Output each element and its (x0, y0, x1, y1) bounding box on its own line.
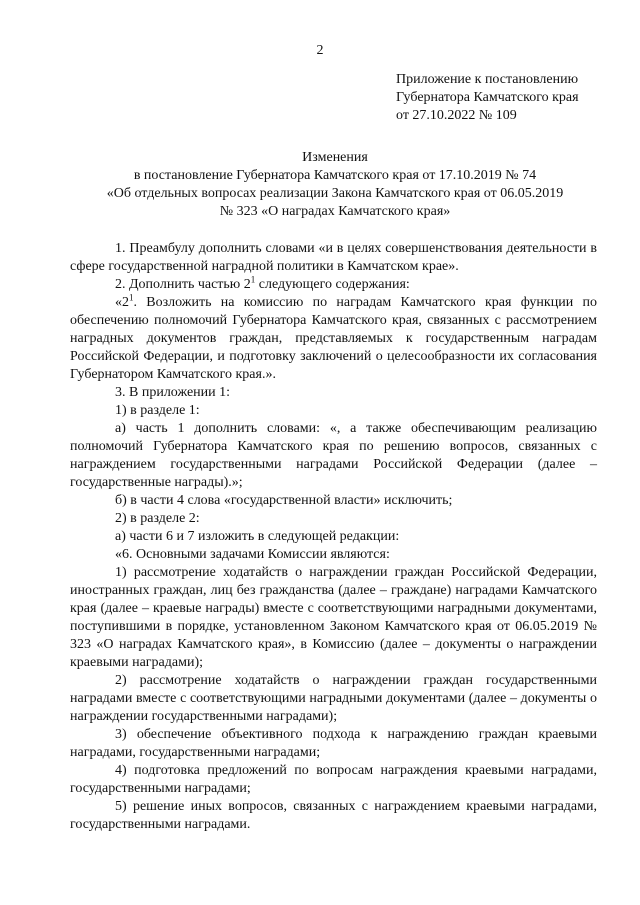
paragraph: 5) решение иных вопросов, связанных с награждением краевыми наградами, государственными наградами. (70, 799, 597, 832)
paragraph: а) части 6 и 7 изложить в следующей редакции: (115, 529, 400, 544)
title-line: в постановление Губернатора Камчатского края от 17.10.2019 № 74 (133, 168, 537, 183)
paragraph: 1) в разделе 1: (115, 403, 200, 418)
superscript: 1 (250, 274, 256, 285)
paragraph: 2) в разделе 2: (115, 511, 200, 526)
document-title (70, 149, 600, 221)
appendix-line: от 27.10.2022 № 109 (396, 108, 517, 123)
document-body (70, 240, 597, 834)
paragraph (70, 276, 597, 294)
paragraph: 4) подготовка предложений по вопросам награждения краевыми наградами, государственными наградами; (70, 763, 597, 796)
appendix-line: Приложение к постановлению (396, 72, 579, 87)
title-line: № 323 «О наградах Камчатского края» (219, 204, 451, 219)
paragraph: 2) рассмотрение ходатайств о награждении граждан государственными наградами вместе с соответствующими наградными документами (далее – документы о награждении государственными наградами); (70, 673, 597, 724)
paragraph-text: следующего содержания: (255, 277, 410, 292)
paragraph: 3. В приложении 1: (115, 385, 231, 400)
appendix-line: Губернатора Камчатского края (396, 90, 579, 105)
paragraph: 1. Преамбулу дополнить словами «и в целях совершенствования деятельности в сфере государственной наградной политики в Камчатском крае». (70, 241, 597, 274)
superscript: 1 (129, 292, 134, 303)
paragraph: 1) рассмотрение ходатайств о награждении граждан Российской Федерации, иностранных граждан, лиц без гражданства (далее – граждане) наградами Камчатского края (далее – краевые награды) вместе с соответствующими наградными документами, поступившими в порядке, установленном Законом Камчатского края от 06.05.2019 № 323 «О наградах Камчатского края», в Комиссию (далее – документы о награждении краевыми наградами); (70, 565, 597, 670)
paragraph: а) часть 1 дополнить словами: «, а также обеспечивающим реализацию полномочий Губернатора Камчатского края по решению вопросов, связанных с награждением государственными наградами Российской Федерации (далее – государственные награды).»; (70, 421, 597, 490)
paragraph-text: «2 (115, 295, 129, 310)
title-heading: Изменения (302, 150, 368, 165)
paragraph-text: 2. Дополнить частью 2 (115, 277, 251, 292)
paragraph-text: . Возложить на комиссию по наградам Камчатского края функции по обеспечению полномочий Губернатора Камчатского края, связанных с рассмотрением наградных документов граждан, представляемых к государственным наградам Российской Федерации, и подготовку заключений о целесообразности их согласования Губернатором Камчатского края.». (70, 295, 597, 382)
paragraph: б) в части 4 слова «государственной власти» исключить; (115, 493, 453, 508)
page-number: 2 (316, 43, 324, 58)
title-line: «Об отдельных вопросах реализации Закона Камчатского края от 06.05.2019 (106, 186, 564, 201)
paragraph: «6. Основными задачами Комиссии являются: (115, 547, 390, 562)
appendix-reference (396, 71, 636, 125)
paragraph (70, 294, 597, 384)
paragraph: 3) обеспечение объективного подхода к награждению граждан краевыми наградами, государственными наградами; (70, 727, 597, 760)
